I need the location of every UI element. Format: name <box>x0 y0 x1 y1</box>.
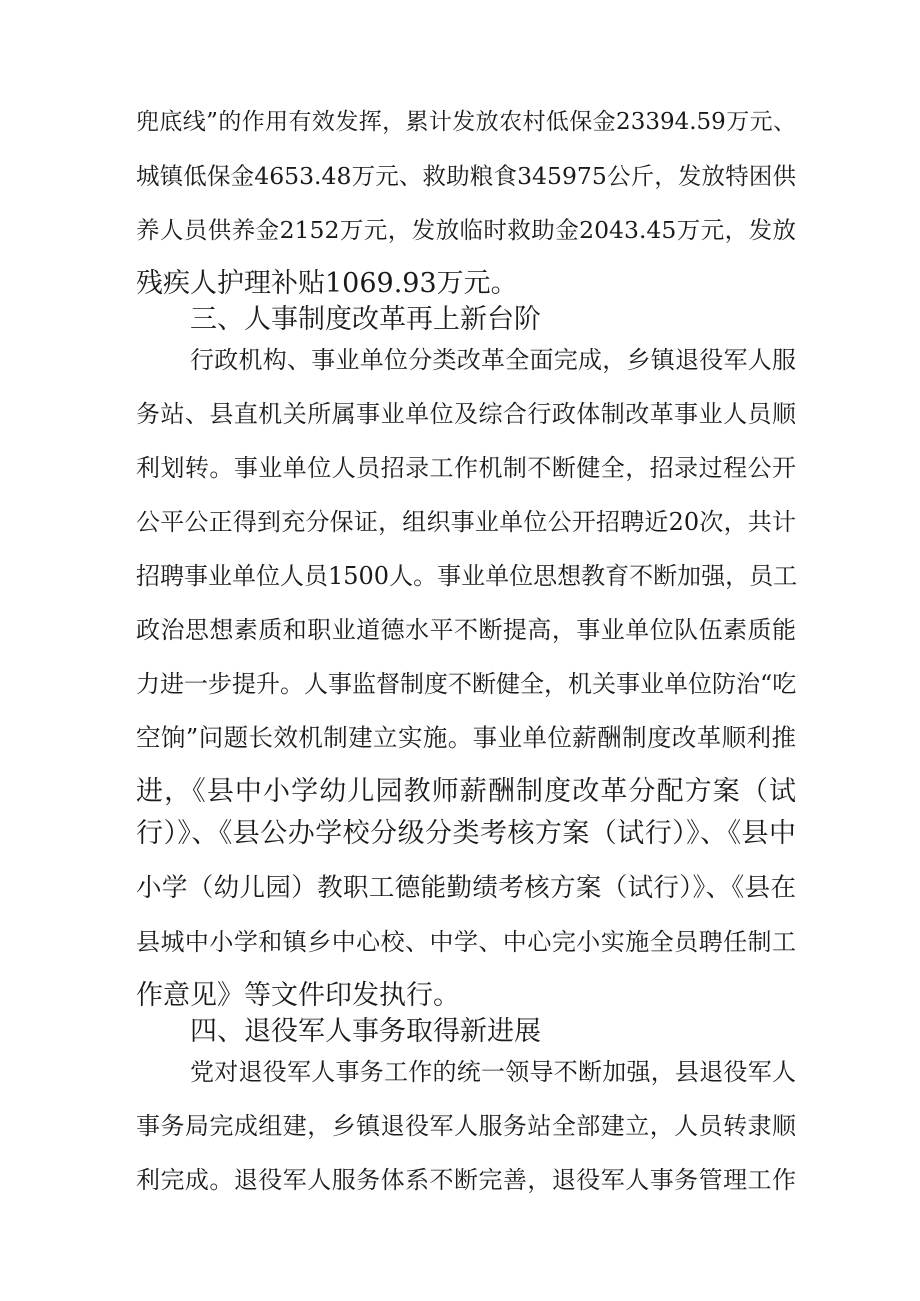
text-line: 兜底线”的作用有效发挥，累计发放农村低保金23394.59万元、 <box>136 109 796 135</box>
text-line: 城镇低保金4653.48万元、救助粮食345975公斤，发放特困供 <box>136 162 796 190</box>
text-line: 招聘事业单位人员1500人。事业单位思想教育不断加强，员工 <box>136 562 798 590</box>
text-line: 县城中小学和镇乡中心校、中学、中心完小实施全员聘任制工 <box>136 928 796 956</box>
text-line: 务站、县直机关所属事业单位及综合行政体制改革事业人员顺 <box>136 400 796 428</box>
text-line: 利完成。退役军人服务体系不断完善，退役军人事务管理工作 <box>136 1166 796 1194</box>
text-line: 公平公正得到充分保证，组织事业单位公开招聘近20次，共计 <box>136 508 796 536</box>
section-heading: 三、人事制度改革再上新台阶 <box>190 304 541 335</box>
text-line: 行）》、《县公办学校分级分类考核方案（试行）》、《县中 <box>136 818 796 849</box>
text-line: 小学（幼儿园）教职工德能勤绩考核方案（试行）》、《县在 <box>136 873 796 903</box>
text-line: 政治思想素质和职业道德水平不断提高，事业单位队伍素质能 <box>136 616 796 644</box>
section-heading: 四、退役军人事务取得新进展 <box>190 1016 541 1047</box>
text-line: 事务局完成组建，乡镇退役军人服务站全部建立，人员转隶顺 <box>136 1112 796 1140</box>
text-line: 养人员供养金2152万元，发放临时救助金2043.45万元，发放 <box>136 216 796 244</box>
text-line: 残疾人护理补贴1069.93万元。 <box>136 268 518 299</box>
text-line: 进，《县中小学幼儿园教师薪酬制度改革分配方案（试 <box>136 776 796 807</box>
text-line: 力进一步提升。人事监督制度不断健全，机关事业单位防治“吃 <box>136 670 797 698</box>
text-line: 利划转。事业单位人员招录工作机制不断健全，招录过程公开 <box>136 454 796 482</box>
text-line: 空饷”问题长效机制建立实施。事业单位薪酬制度改革顺利推 <box>136 723 796 752</box>
text-line: 党对退役军人事务工作的统一领导不断加强，县退役军人 <box>190 1058 796 1086</box>
text-line: 行政机构、事业单位分类改革全面完成，乡镇退役军人服 <box>190 346 796 374</box>
text-line: 作意见》等文件印发执行。 <box>136 980 460 1011</box>
